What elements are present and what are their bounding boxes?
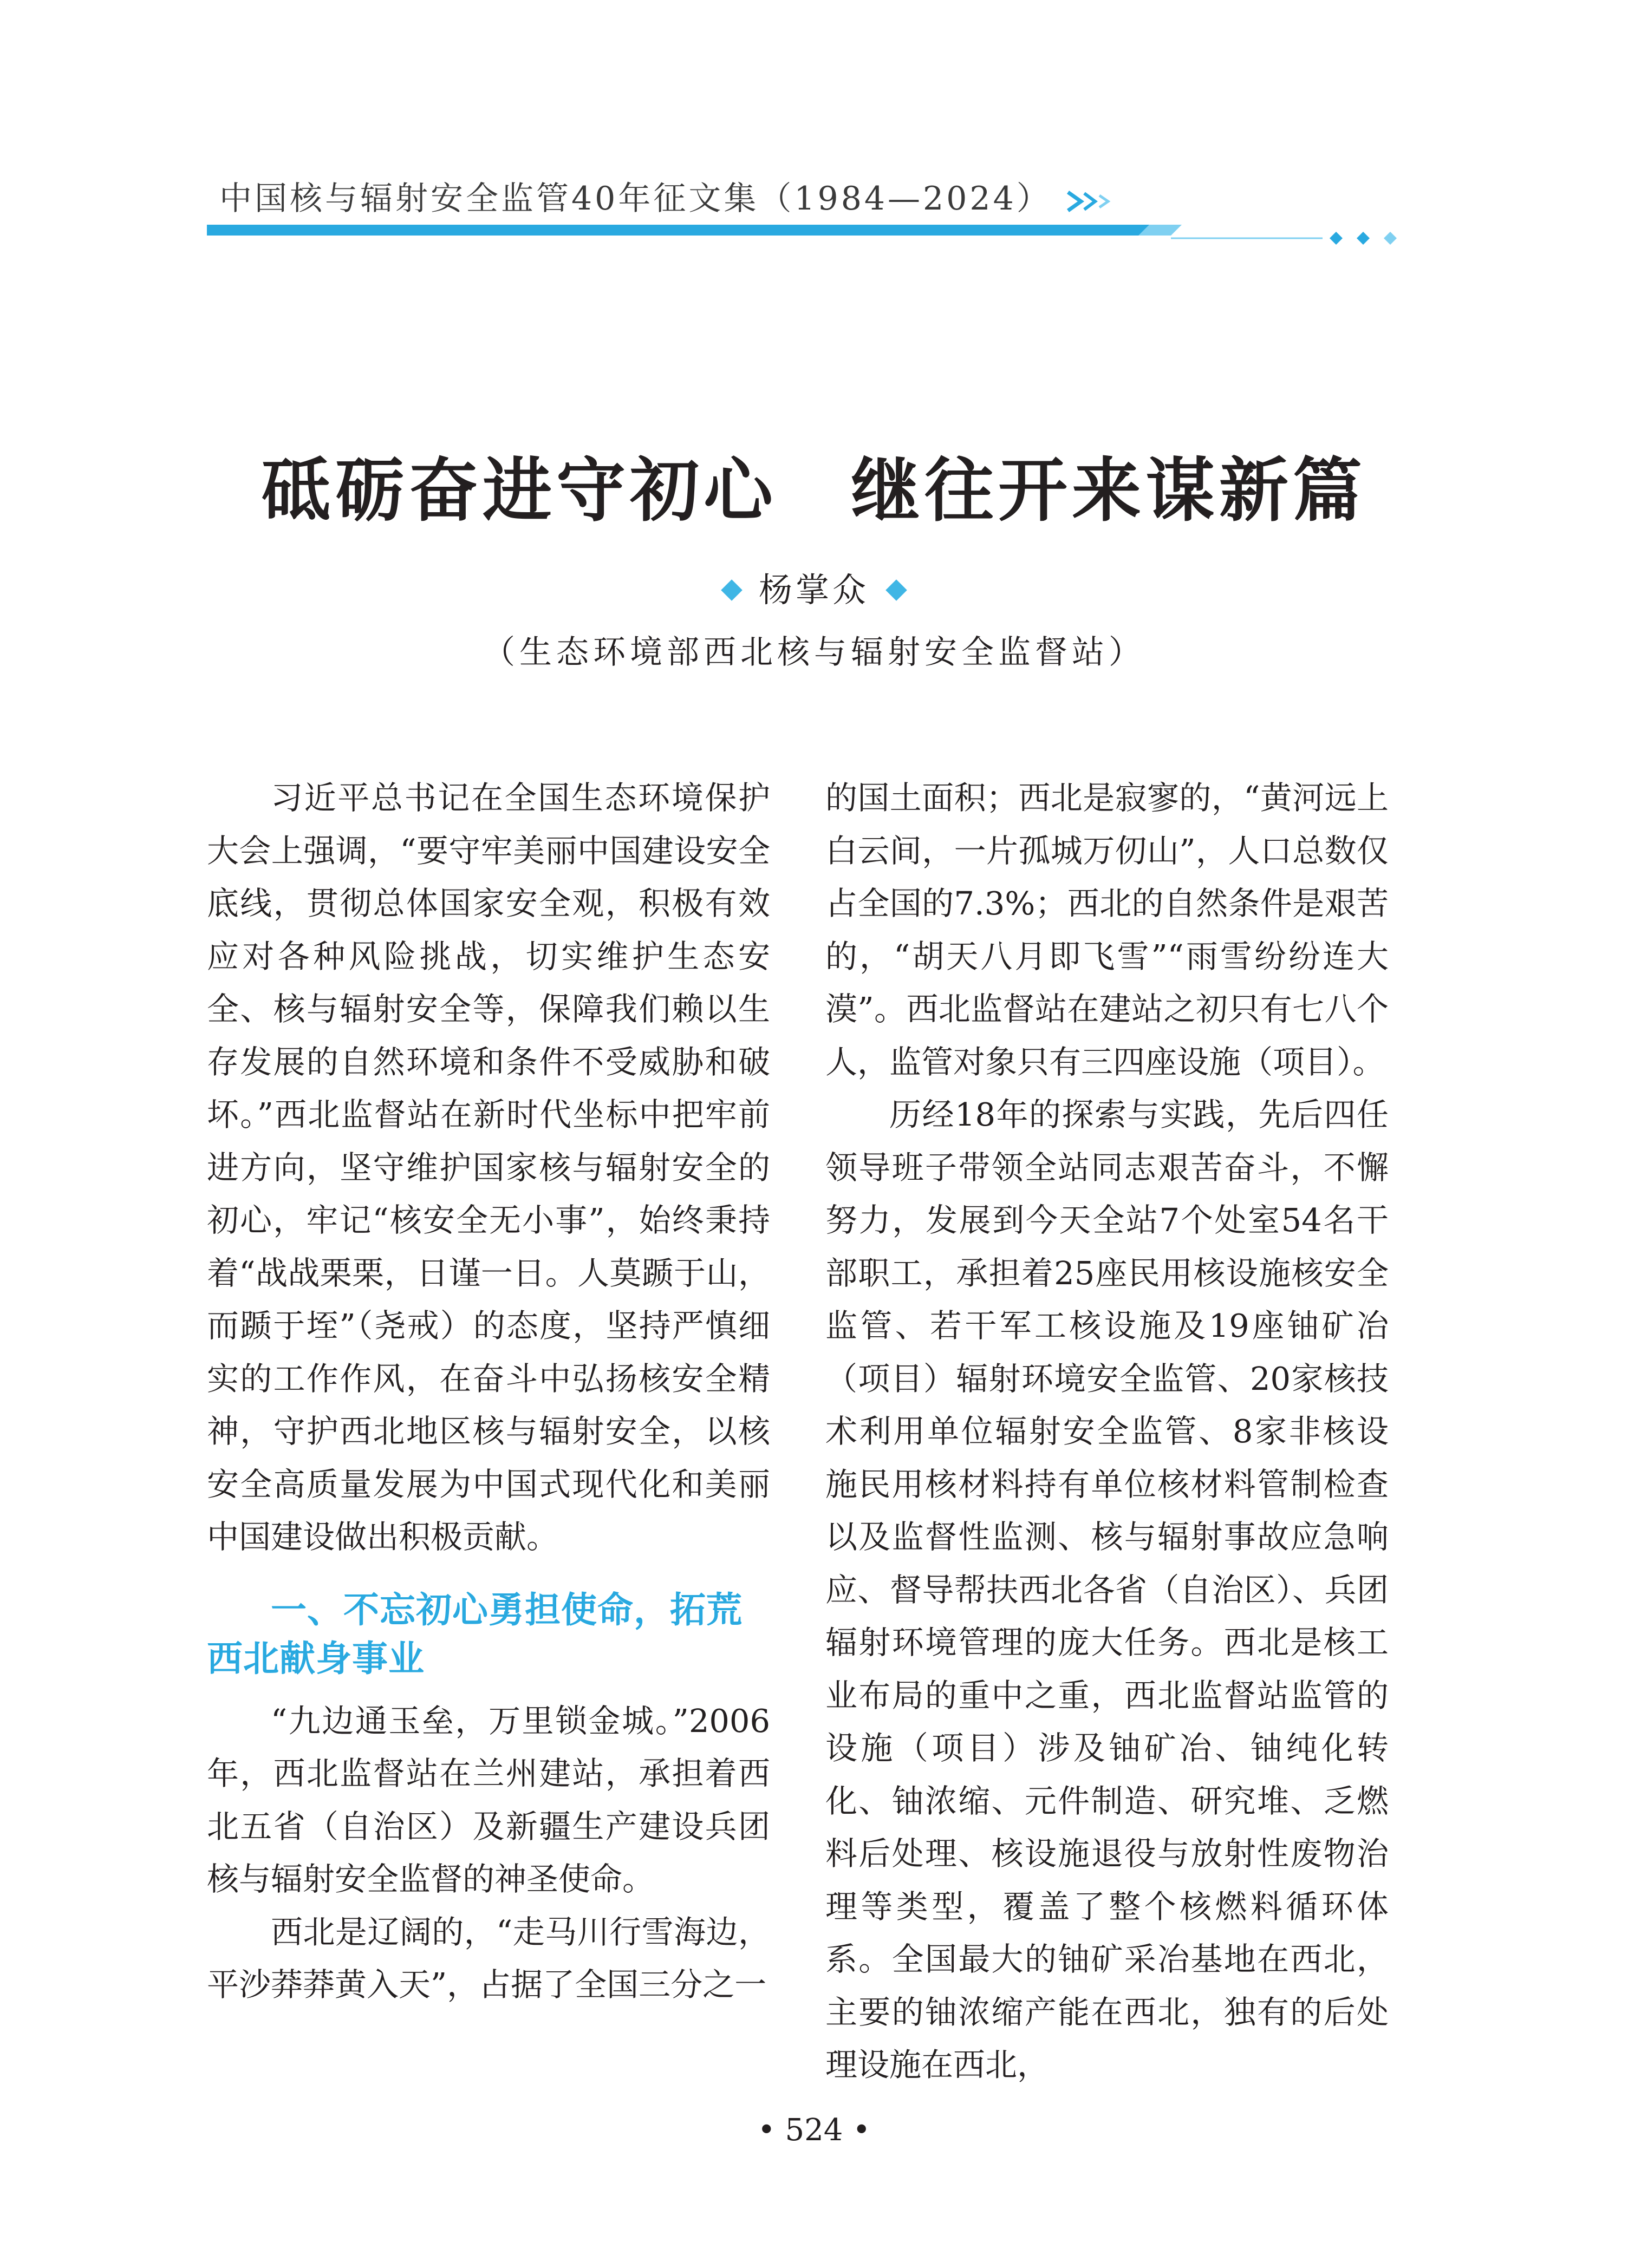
double-chevron-right-icon bbox=[1063, 182, 1122, 220]
diamond-icon bbox=[885, 579, 907, 601]
page-number: • 524 • bbox=[757, 2113, 871, 2148]
author-affiliation: （生态环境部西北核与辐射安全监督站） bbox=[483, 633, 1145, 671]
diamond-icon bbox=[1330, 232, 1397, 245]
paragraph: 习近平总书记在全国生态环境保护大会上强调，“要守牢美丽中国建设安全底线，贯彻总体国家安全观，积极有效应对各种风险挑战，切实维护生态安全、核与辐射安全等，保障我们赖以生存发展的自然环境和条件不受威胁和破坏。”西北监督站在新时代坐标中把牢前进方向，坚守维护国家核与辐射安全的初心，牢记“核安全无小事”，始终秉持着“战战栗栗，日谨一日。人莫踬于山，而踬于垤”（尧戒）的态度，坚持严慎细实的工作作风，在奋斗中弘扬核安全精神，守护西北地区核与辐射安全，以核安全高质量发展为中国式现代化和美丽中国建设做出积极贡献。 bbox=[207, 779, 770, 1555]
section-heading: 一、不忘初心勇担使命，拓荒西北献身事业 bbox=[207, 1588, 743, 1679]
author-name: 杨掌众 bbox=[758, 570, 869, 610]
series-title: 中国核与辐射安全监管40年征文集（1984—2024） bbox=[219, 180, 1052, 218]
paragraph: 西北是辽阔的，“走马川行雪海边，平沙莽莽黄入天”，占据了全国三分之一 bbox=[207, 1913, 770, 2003]
paragraph: 的国土面积；西北是寂寥的，“黄河远上白云间，一片孤城万仞山”，人口总数仅占全国的7.3%；西北的自然条件是艰苦的，“胡天八月即飞雪”“雨雪纷纷连大漠”。西北监督站在建站之初只有七八个人，监管对象只有三四座设施（项目）。 bbox=[825, 779, 1389, 1081]
byline bbox=[652, 563, 976, 617]
diamond-icon bbox=[721, 579, 743, 601]
header-rule bbox=[207, 219, 1398, 246]
body-column-left bbox=[207, 772, 770, 2082]
paragraph: “九边通玉垒，万里锁金城。”2006年，西北监督站在兰州建站，承担着西北五省（自治区）及新疆生产建设兵团核与辐射安全监督的神圣使命。 bbox=[207, 1702, 770, 1898]
body-column-right bbox=[825, 772, 1389, 2082]
article-title: 砥砺奋进守初心 继往开来谋新篇 bbox=[261, 449, 1366, 531]
paragraph: 历经18年的探索与实践，先后四任领导班子带领全站同志艰苦奋斗，不懈努力，发展到今天全站7个处室54名干部职工，承担着25座民用核设施核安全监管、若干军工核设施及19座铀矿冶（项目）辐射环境安全监管、20家核技术利用单位辐射安全监管、8家非核设施民用核材料持有单位核材料管制检查以及监督性监测、核与辐射事故应急响应、督导帮扶西北各省（自治区）、兵团辐射环境管理的庞大任务。西北是核工业布局的重中之重，西北监督站监管的设施（项目）涉及铀矿冶、铀纯化转化、铀浓缩、元件制造、研究堆、乏燃料后处理、核设施退役与放射性废物治理等类型，覆盖了整个核燃料循环体系。全国最大的铀矿采冶基地在西北，主要的铀浓缩产能在西北，独有的后处理设施在西北， bbox=[825, 1096, 1389, 2083]
